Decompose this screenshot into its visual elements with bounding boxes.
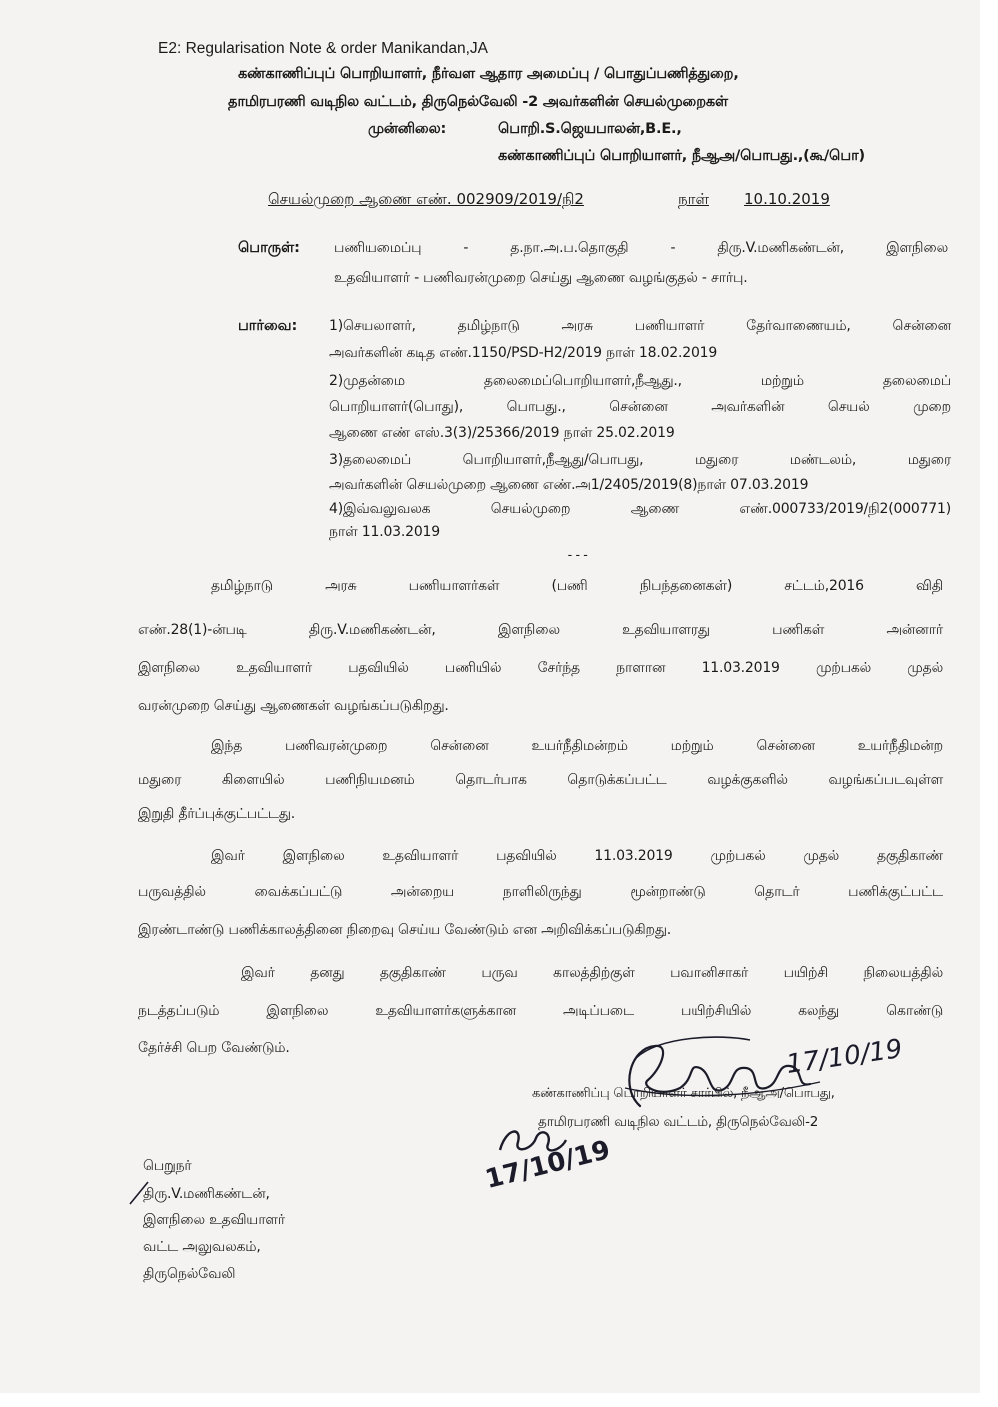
reference-line: அவர்களின் செயல்முறை ஆணை எண்.அ1/2405/2019(8)நாள் 07.03.2019 (329, 477, 809, 493)
subject-label: பொருள்: (238, 240, 300, 256)
reference-line: நாள் 11.03.2019 (329, 524, 440, 540)
signature-line-1: கண்காணிப்பு பொறியாளர் சார்பில், நீஆஅ/பொபது, (532, 1086, 835, 1101)
order-date: 10.10.2019 (744, 190, 830, 208)
reference-line: 2)முதன்மை தலைமைப்பொறியாளர்,நீஆது., மற்றும் தலைமைப் (329, 373, 951, 389)
paragraph-line: வரன்முறை செய்து ஆணைகள் வழங்கப்படுகிறது. (138, 698, 449, 714)
reference-line: பொறியாளர்(பொது), பொபது., சென்னை அவர்களின் செயல் முறை (329, 399, 951, 415)
reference-line: ஆணை எண் எஸ்.3(3)/25366/2019 நாள் 25.02.2019 (329, 425, 675, 441)
recipient-line: இளநிலை உதவியாளர் (143, 1212, 285, 1228)
reference-line: 1)செயலாளர், தமிழ்நாடு அரசு பணியாளர் தேர்வாணையம், சென்னை (329, 318, 951, 334)
paragraph-line: இந்த பணிவரன்முறை சென்னை உயர்நீதிமன்றம் மற்றும் சென்னை உயர்நீதிமன்ற (211, 738, 943, 754)
header-line-2: தாமிரபரணி வடிநில வட்டம், திருநெல்வேலி -2 அவர்களின் செயல்முறைகள் (228, 94, 728, 110)
recipient-line: திருநெல்வேலி (143, 1266, 236, 1282)
signature-date: 17/10/19 (784, 1034, 905, 1080)
paragraph-line: தமிழ்நாடு அரசு பணியாளர்கள் (பணி நிபந்தனைகள்) சட்டம்,2016 விதி (211, 578, 943, 594)
order-date-label: நாள் (678, 190, 709, 208)
reference-line: 3)தலைமைப் பொறியாளர்,நீஆது/பொபது, மதுரை மண்டலம், மதுரை (329, 452, 951, 468)
file-note: E2: Regularisation Note & order Manikandan,JA (158, 40, 488, 57)
paragraph-line: எண்.28(1)-ன்படி திரு.V.மணிகண்டன், இளநிலை உதவியாளரது பணிகள் அன்னார் (138, 622, 943, 638)
reference-line: அவர்களின் கடித எண்.1150/PSD-H2/2019 நாள் 18.02.2019 (329, 345, 718, 361)
header-line-1: கண்காணிப்புப் பொறியாளர், நீர்வள ஆதார அமைப்பு / பொதுப்பணித்துறை, (238, 66, 739, 82)
recipient-label: பெறுநர் (143, 1158, 192, 1174)
signature-line-2: தாமிரபரணி வடிநில வட்டம், திருநெல்வேலி-2 (538, 1114, 819, 1130)
separator: --- (566, 548, 590, 563)
recipient-line: வட்ட அலுவலகம், (143, 1239, 261, 1255)
paragraph-line: இவர் இளநிலை உதவியாளர் பதவியில் 11.03.2019 முற்பகல் முதல் தகுதிகாண் (211, 848, 943, 864)
subject-line-1: பணியமைப்பு - த.நா.அ.ப.தொகுதி - திரு.V.மணிகண்டன், இளநிலை (334, 240, 948, 256)
paragraph-line: இளநிலை உதவியாளர் பதவியில் பணியில் சேர்ந்த நாளான 11.03.2019 முற்பகல் முதல் (138, 660, 943, 676)
presence-name: பொறி.S.ஜெயபாலன்,B.E., (498, 121, 682, 137)
presence-title: கண்காணிப்புப் பொறியாளர், நீஆஅ/பொபது.,(கூ/பொ) (498, 148, 865, 164)
subject-line-2: உதவியாளர் - பணிவரன்முறை செய்து ஆணை வழங்குதல் - சார்பு. (334, 270, 748, 286)
reference-label: பார்வை: (238, 318, 298, 334)
paragraph-line: இறுதி தீர்ப்புக்குட்பட்டது. (138, 806, 296, 822)
presence-label: முன்னிலை: (368, 121, 447, 137)
paragraph-line: நடத்தப்படும் இளநிலை உதவியாளர்களுக்கான அடிப்படை பயிற்சியில் கலந்து கொண்டு (138, 1003, 943, 1019)
paragraph-line: இவர் தனது தகுதிகாண் பருவ காலத்திற்குள் பவானிசாகர் பயிற்சி நிலையத்தில் (241, 965, 943, 981)
paragraph-line: மதுரை கிளையில் பணிநியமனம் தொடர்பாக தொடுக்கப்பட்ட வழக்குகளில் வழங்கப்படவுள்ள (138, 772, 943, 788)
reference-line: 4)இவ்வலுவலக செயல்முறை ஆணை எண்.000733/2019/நி2(000771) (329, 501, 951, 517)
page-margin-right (980, 0, 998, 1407)
order-number: செயல்முறை ஆணை எண். 002909/2019/நி2 (268, 190, 584, 208)
paragraph-line: பருவத்தில் வைக்கப்பட்டு அன்றைய நாளிலிருந்து மூன்றாண்டு தொடர் பணிக்குட்பட்ட (138, 884, 943, 900)
stamp-date: 17/10/19 (482, 1135, 614, 1195)
paragraph-line: இரண்டாண்டு பணிக்காலத்தினை நிறைவு செய்ய வேண்டும் என அறிவிக்கப்படுகிறது. (138, 922, 672, 938)
recipient-line: திரு.V.மணிகண்டன், (143, 1186, 270, 1202)
page-margin-bottom (0, 1393, 998, 1407)
paragraph-line: தேர்ச்சி பெற வேண்டும். (138, 1040, 290, 1056)
